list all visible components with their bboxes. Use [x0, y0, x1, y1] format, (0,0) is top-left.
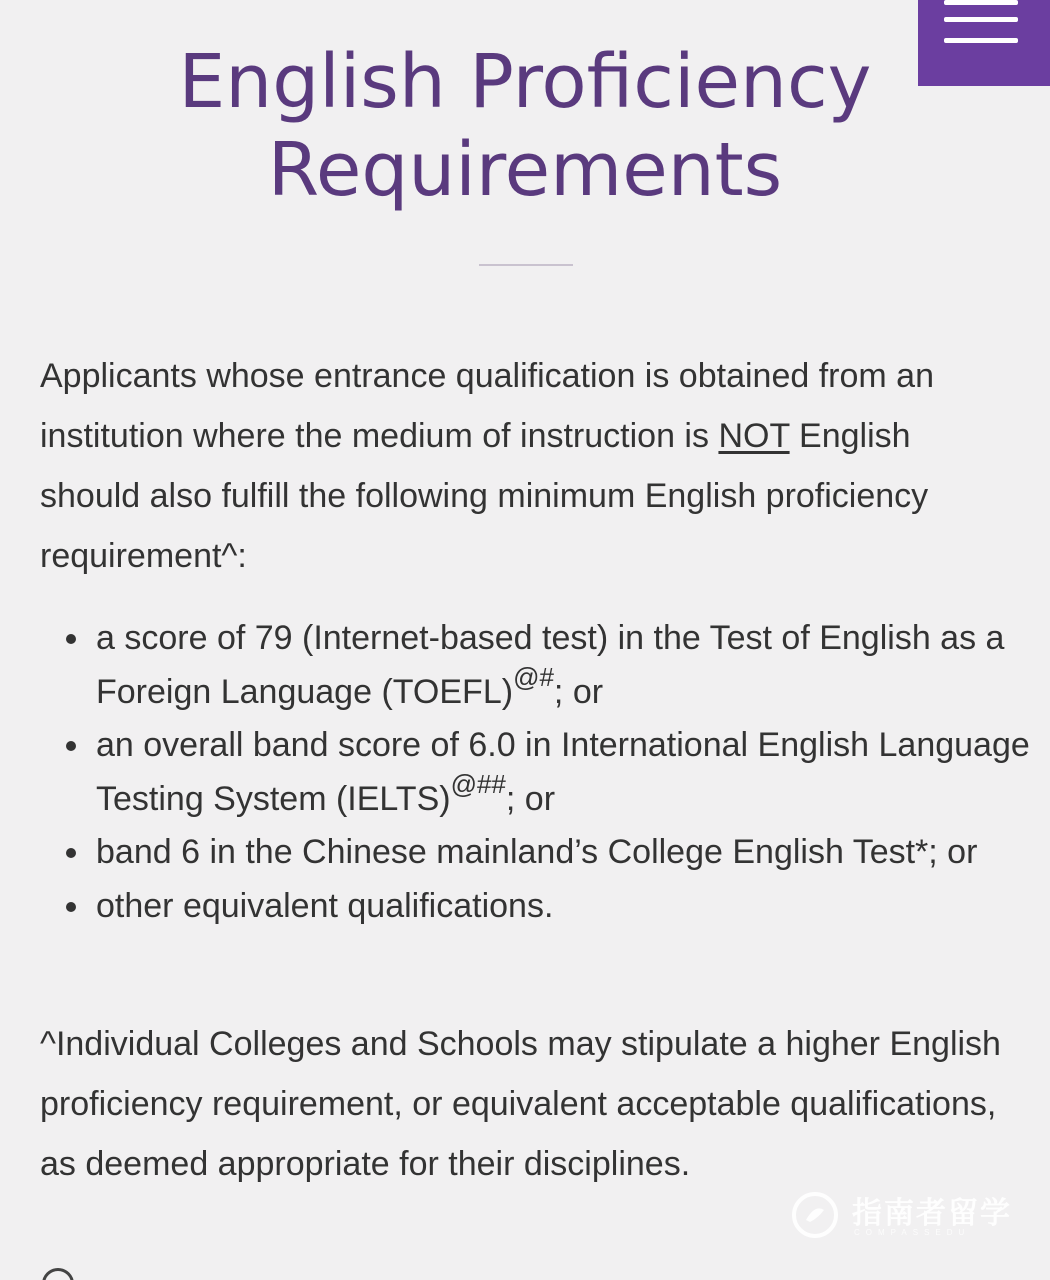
- requirement-text: other equivalent qualifications.: [96, 886, 554, 925]
- hamburger-menu-icon-bar: [944, 17, 1018, 22]
- watermark-subtext: COMPASSEDU: [854, 1228, 971, 1237]
- requirement-text: a score of 79 (Internet-based test) in the Test of English as a Foreign Language (TOEFL): [96, 619, 1005, 711]
- watermark-text: 指南者留学: [852, 1197, 1012, 1230]
- list-item: [96, 719, 1050, 826]
- watermark: [790, 1186, 1020, 1246]
- next-bullet-glyph: [42, 1268, 74, 1280]
- hamburger-menu-icon: [944, 0, 1018, 5]
- list-item: [96, 880, 1050, 934]
- list-item: [96, 612, 1050, 719]
- intro-emphasis: NOT: [718, 417, 790, 455]
- requirements-list: [40, 612, 1050, 933]
- page-title: [0, 38, 1050, 214]
- list-item: [96, 826, 1050, 880]
- page-title-line1: English Proficiency: [178, 39, 872, 125]
- page-title-line2: Requirements: [267, 127, 783, 213]
- requirement-text: an overall band score of 6.0 in International English Language Testing System (IELTS): [96, 726, 1030, 818]
- requirement-text: band 6 in the Chinese mainland’s College English Test*; or: [96, 833, 978, 871]
- requirement-footnote-mark: @##: [450, 769, 506, 800]
- compass-logo-icon: [790, 1190, 840, 1240]
- requirement-suffix: ; or: [505, 779, 556, 818]
- title-divider: [479, 264, 573, 266]
- requirement-footnote-mark: @#: [513, 662, 554, 693]
- intro-text-before: Applicants whose entrance qualification is obtained from an institution where the medium of instruction is: [40, 357, 934, 455]
- requirement-suffix: ; or: [553, 672, 604, 711]
- intro-paragraph: [40, 346, 1020, 586]
- intro-text-after: English should also fulfill the following minimum English proficiency requirement^:: [40, 417, 929, 575]
- footnote-paragraph: ^Individual Colleges and Schools may stipulate a higher English proficiency requirement, or equivalent acceptable qualifications, as deemed appropriate for their disciplines.: [40, 1025, 1001, 1183]
